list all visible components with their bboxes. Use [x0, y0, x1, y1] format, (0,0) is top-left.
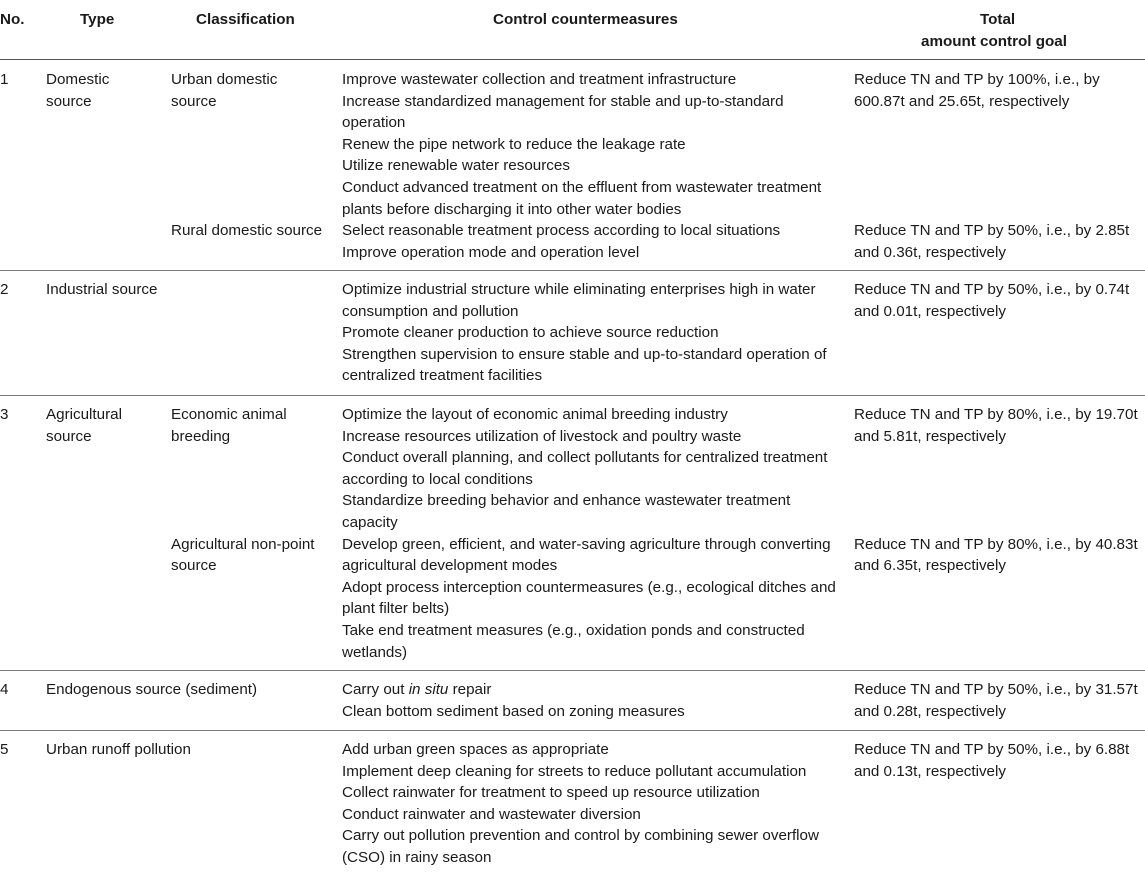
countermeasure-line: Optimize industrial structure while eliminating enterprises high in water	[342, 281, 816, 298]
countermeasure-line: plant filter belts)	[342, 600, 450, 618]
source-type-line: Urban runoff pollution	[46, 741, 191, 758]
control-goal	[854, 679, 1138, 722]
classification-line: source	[171, 557, 217, 575]
control-goal	[854, 69, 1100, 112]
source-type	[46, 679, 257, 701]
countermeasure-line: Carry out pollution prevention and control by combining sewer overflow	[342, 827, 819, 845]
countermeasure-line: consumption and pollution	[342, 302, 519, 320]
control-goal-line: Reduce TN and TP by 50%, i.e., by 6.88t	[854, 741, 1130, 758]
countermeasure-line: Conduct rainwater and wastewater diversion	[342, 805, 641, 823]
countermeasure-line: Conduct advanced treatment on the effluent from wastewater treatment	[342, 178, 822, 196]
source-type	[46, 69, 109, 112]
countermeasure-line: Optimize the layout of economic animal breeding industry	[342, 406, 728, 423]
row-number: 4	[0, 681, 9, 698]
countermeasure-line: Increase resources utilization of livestock and poultry waste	[342, 427, 742, 445]
row-number: 5	[0, 741, 9, 758]
countermeasure-line: Implement deep cleaning for streets to reduce pollutant accumulation	[342, 762, 807, 780]
header-goal-line2: amount control goal	[921, 33, 1067, 50]
countermeasure-line: operation	[342, 114, 406, 132]
row-number: 3	[0, 406, 9, 423]
countermeasure-italic-term: in situ	[408, 681, 449, 698]
source-type	[46, 279, 157, 301]
countermeasure-line: agricultural development modes	[342, 557, 558, 575]
source-type	[46, 404, 122, 447]
control-goal-line: and 0.01t, respectively	[854, 302, 1006, 320]
control-goal-line: Reduce TN and TP by 100%, i.e., by	[854, 71, 1100, 88]
header-goal-line1: Total	[980, 11, 1016, 28]
countermeasure-line: (CSO) in rainy season	[342, 848, 492, 866]
control-goal-line: Reduce TN and TP by 50%, i.e., by 31.57t	[854, 681, 1138, 698]
source-type-line: Industrial source	[46, 281, 158, 298]
classification-line: source	[171, 92, 217, 110]
countermeasure-line: Improve wastewater collection and treatment infrastructure	[342, 71, 737, 88]
countermeasure-line: Conduct overall planning, and collect pollutants for centralized treatment	[342, 449, 828, 467]
countermeasure-line: Renew the pipe network to reduce the leakage rate	[342, 135, 686, 153]
countermeasure-line: Utilize renewable water resources	[342, 157, 570, 175]
row-divider	[0, 730, 1145, 731]
classification-line: Urban domestic	[171, 71, 278, 88]
countermeasure-line: Adopt process interception countermeasures (e.g., ecological ditches and	[342, 578, 836, 596]
countermeasure-line: Improve operation mode and operation level	[342, 243, 640, 261]
source-type-line: Endogenous source (sediment)	[46, 681, 258, 698]
countermeasure-text: Carry out	[342, 681, 409, 698]
countermeasure-line: capacity	[342, 513, 398, 531]
control-goal	[854, 220, 1129, 263]
row-divider	[0, 670, 1145, 671]
control-goal-line: and 5.81t, respectively	[854, 427, 1006, 445]
row-number: 2	[0, 281, 9, 298]
control-countermeasures	[342, 534, 836, 664]
control-goal-line: and 0.36t, respectively	[854, 243, 1006, 261]
countermeasure-line: Add urban green spaces as appropriate	[342, 741, 609, 758]
classification-line: Economic animal	[171, 406, 287, 423]
source-type-line: source	[46, 92, 92, 110]
countermeasure-text: repair	[448, 681, 492, 698]
classification-line: Agricultural non-point	[171, 535, 315, 553]
control-countermeasures	[342, 404, 827, 534]
control-countermeasures	[342, 220, 780, 263]
control-goal-line: Reduce TN and TP by 80%, i.e., by 19.70t	[854, 406, 1138, 423]
header-rule	[0, 59, 1145, 60]
classification-line: breeding	[171, 427, 231, 445]
control-goal	[854, 279, 1129, 322]
row-divider	[0, 270, 1145, 271]
countermeasure-line: Clean bottom sediment based on zoning measures	[342, 702, 685, 720]
classification	[171, 404, 287, 447]
source-type-line: source	[46, 427, 92, 445]
countermeasure-line: Select reasonable treatment process according to local situations	[342, 222, 781, 240]
countermeasure-line: Strengthen supervision to ensure stable and up-to-standard operation of	[342, 345, 827, 363]
control-goal	[854, 534, 1138, 577]
control-goal-line: and 0.13t, respectively	[854, 762, 1006, 780]
source-type-line: Domestic	[46, 71, 110, 88]
control-goal-line: and 0.28t, respectively	[854, 702, 1006, 720]
control-countermeasures	[342, 279, 827, 387]
control-goal-line: Reduce TN and TP by 50%, i.e., by 2.85t	[854, 222, 1130, 240]
header-control-countermeasures: Control countermeasures	[493, 11, 678, 28]
source-type	[46, 739, 191, 761]
header-type: Type	[80, 11, 115, 28]
countermeasure-line	[342, 679, 685, 701]
countermeasure-line: Promote cleaner production to achieve source reduction	[342, 324, 719, 342]
control-countermeasures	[342, 69, 821, 220]
classification-line: Rural domestic source	[171, 222, 323, 240]
countermeasure-line: Develop green, efficient, and water-saving agriculture through converting	[342, 535, 831, 553]
row-divider	[0, 395, 1145, 396]
countermeasure-line: Increase standardized management for stable and up-to-standard	[342, 92, 784, 110]
countermeasure-line: according to local conditions	[342, 470, 533, 488]
control-goal-line: 600.87t and 25.65t, respectively	[854, 92, 1070, 110]
control-goal	[854, 404, 1138, 447]
control-goal-line: and 6.35t, respectively	[854, 557, 1006, 575]
source-type-line: Agricultural	[46, 406, 122, 423]
control-goal-line: Reduce TN and TP by 80%, i.e., by 40.83t	[854, 535, 1138, 553]
countermeasure-line: Take end treatment measures (e.g., oxidation ponds and constructed	[342, 621, 805, 639]
row-number: 1	[0, 71, 9, 88]
countermeasure-line: wetlands)	[342, 643, 407, 661]
countermeasure-line: Collect rainwater for treatment to speed up resource utilization	[342, 784, 760, 802]
countermeasure-line: Standardize breeding behavior and enhance wastewater treatment	[342, 492, 791, 510]
control-goal-line: Reduce TN and TP by 50%, i.e., by 0.74t	[854, 281, 1130, 298]
control-goal	[854, 739, 1129, 782]
classification	[171, 220, 322, 242]
countermeasure-line: centralized treatment facilities	[342, 367, 543, 385]
control-countermeasures	[342, 679, 685, 722]
header-classification: Classification	[196, 11, 295, 28]
control-countermeasures	[342, 739, 819, 869]
header-no: No.	[0, 11, 25, 28]
classification	[171, 69, 277, 112]
classification	[171, 534, 315, 577]
countermeasure-line: plants before discharging it into other water bodies	[342, 200, 682, 218]
